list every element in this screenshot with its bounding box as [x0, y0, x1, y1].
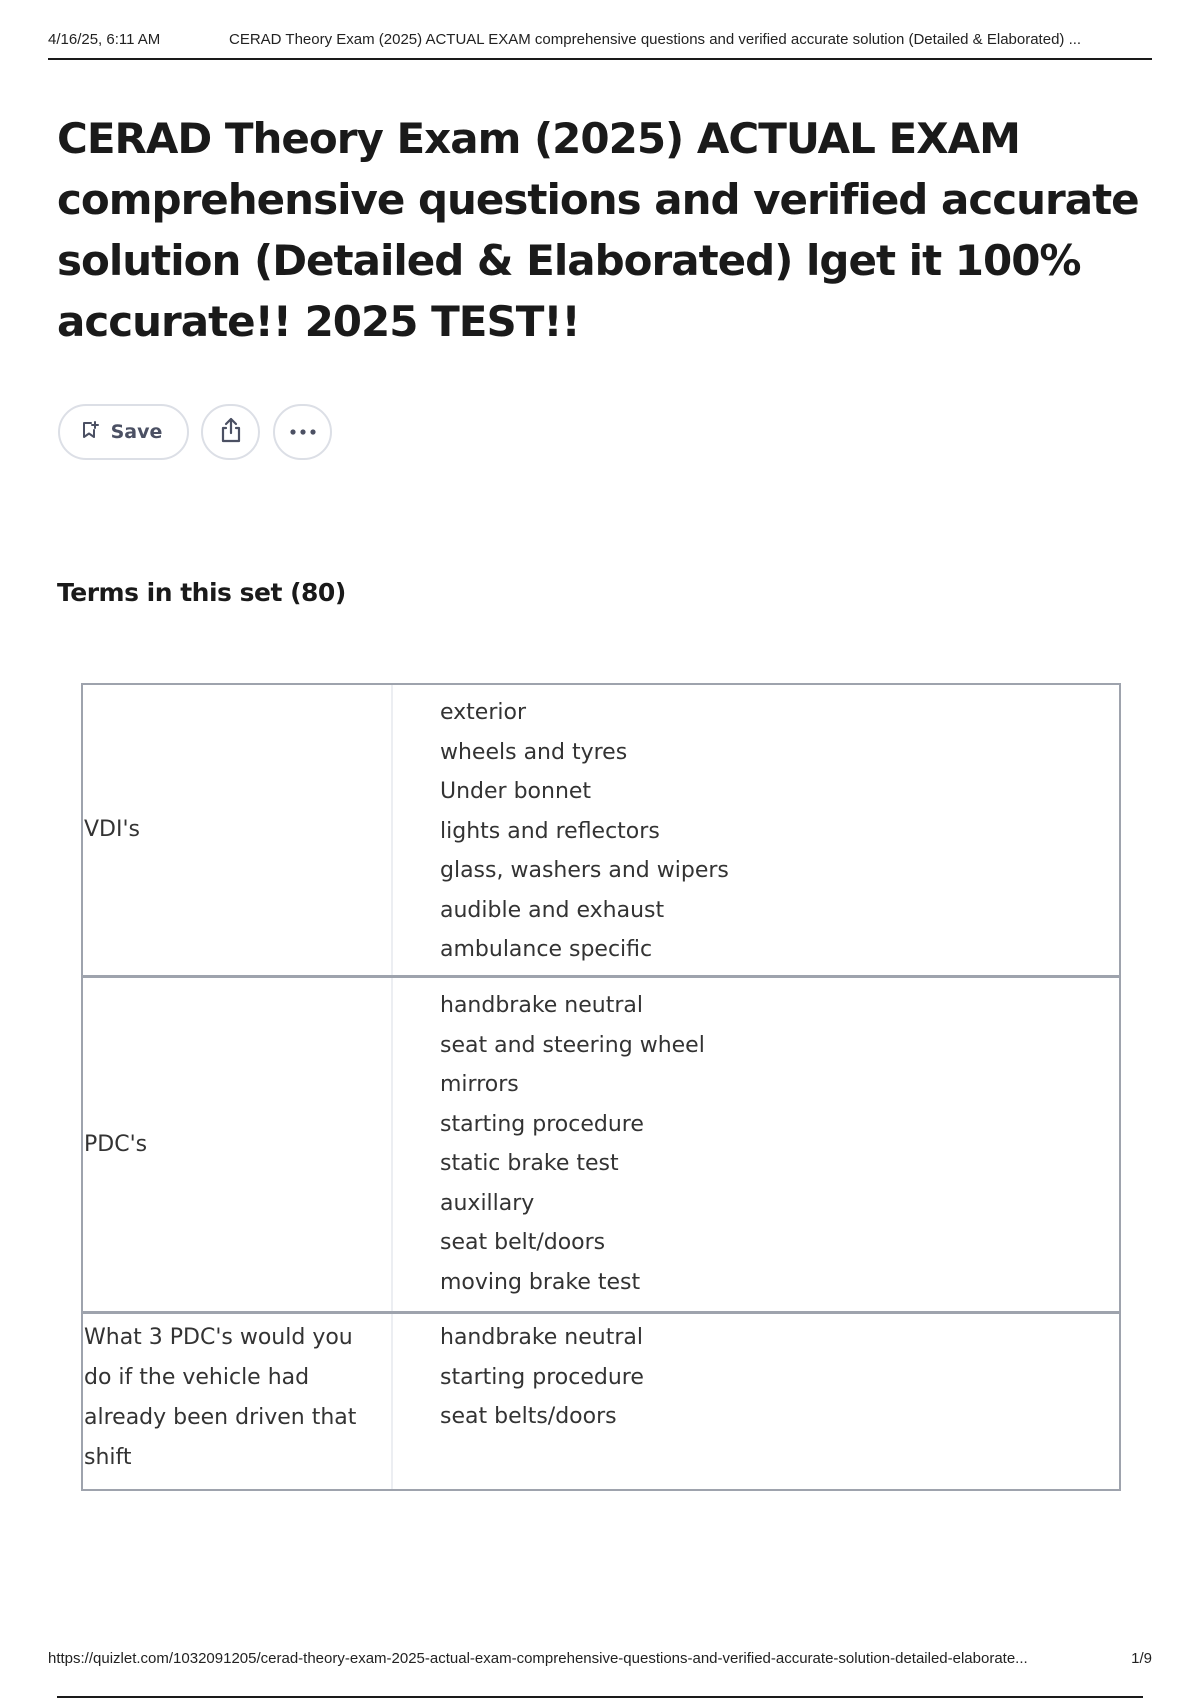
term-row [83, 978, 1119, 1314]
term-row [83, 1314, 1119, 1489]
share-icon [217, 416, 245, 449]
terms-table [81, 683, 1121, 1491]
ellipsis-icon [289, 423, 317, 441]
terms-heading: Terms in this set (80) [57, 578, 346, 607]
page-title: CERAD Theory Exam (2025) ACTUAL EXAM comprehensive questions and verified accurate solution (Detailed & Elaborated) lget it 100% accurate!! 2025 TEST!! [57, 114, 1139, 346]
definition-line: handbrake neutral [440, 993, 643, 1018]
definition-line: starting procedure [440, 1364, 644, 1390]
save-button[interactable] [58, 404, 189, 460]
term-row [83, 685, 1119, 978]
definition-line: static brake test [440, 1151, 619, 1176]
share-button[interactable] [201, 404, 260, 460]
definition-line: ambulance specific [440, 937, 653, 962]
term-definition [393, 978, 1119, 1311]
term-definition [393, 1314, 1119, 1489]
definition-line: Under bonnet [440, 779, 592, 804]
bookmark-add-icon [81, 421, 99, 444]
term-word: PDC's [83, 978, 393, 1311]
definition-line: lights and reflectors [440, 818, 660, 844]
definition-line: wheels and tyres [440, 739, 628, 765]
page-number: 1/9 [1131, 1650, 1152, 1667]
definition-line: seat belts/doors [440, 1404, 617, 1429]
more-options-button[interactable] [273, 404, 332, 460]
term-word: VDI's [83, 685, 393, 975]
definition-line: seat belt/doors [440, 1230, 606, 1255]
definition-line: starting procedure [440, 1111, 644, 1137]
definition-line: mirrors [440, 1072, 519, 1097]
definition-line: exterior [440, 700, 526, 725]
term-definition [393, 685, 1119, 975]
definition-line: audible and exhaust [440, 897, 665, 923]
definition-line: handbrake neutral [440, 1325, 643, 1350]
term-word: What 3 PDC's would you do if the vehicle had already been driven that shift [83, 1314, 393, 1489]
definition-line: auxillary [440, 1190, 535, 1216]
definition-line: glass, washers and wipers [440, 858, 729, 883]
footer-divider [57, 1696, 1143, 1698]
save-label: Save [110, 421, 163, 443]
definition-line: moving brake test [440, 1269, 641, 1295]
print-doc-title: CERAD Theory Exam (2025) ACTUAL EXAM comprehensive questions and verified accurate solution (Detailed & Elaborated) ... [229, 31, 1082, 48]
print-url: https://quizlet.com/1032091205/cerad-theory-exam-2025-actual-exam-comprehensive-questions-and-verified-accurate-solution-detailed-elaborate... [48, 1650, 1028, 1667]
print-date: 4/16/25, 6:11 AM [48, 31, 161, 48]
definition-line: seat and steering wheel [440, 1032, 705, 1058]
print-header [48, 28, 1152, 60]
